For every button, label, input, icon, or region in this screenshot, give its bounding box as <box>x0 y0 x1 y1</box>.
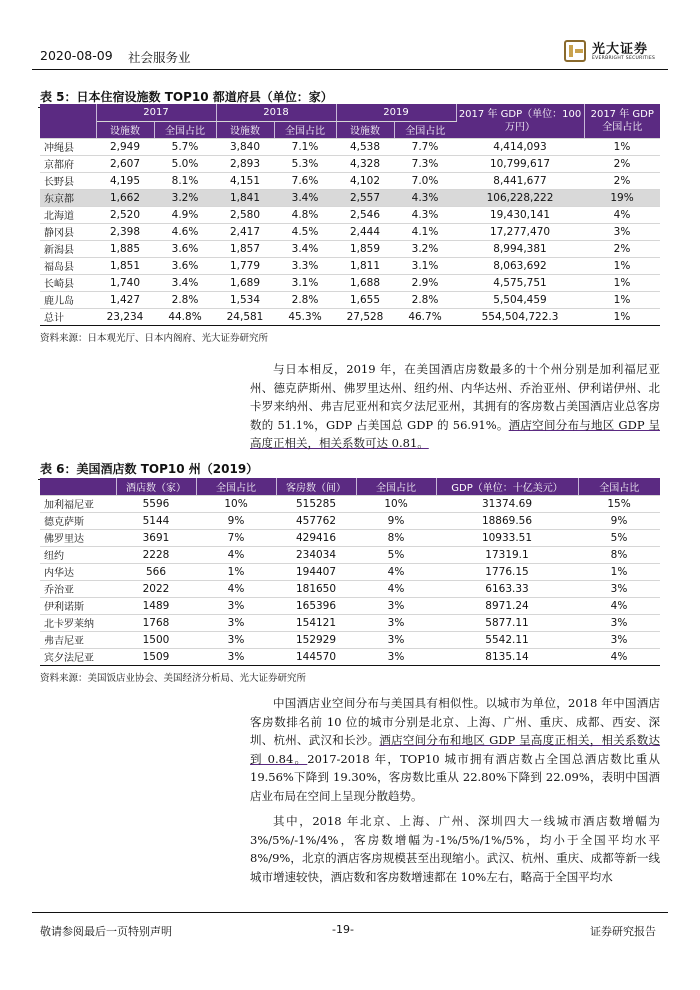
table-cell: 1% <box>578 563 660 580</box>
table-cell: 1% <box>584 291 660 308</box>
table-cell: 8,063,692 <box>456 257 584 274</box>
table-cell: 457762 <box>276 512 356 529</box>
table-cell: 3.4% <box>274 189 336 206</box>
table-cell: 154121 <box>276 614 356 631</box>
table-cell: 15% <box>578 495 660 512</box>
table-cell: 4.3% <box>394 189 456 206</box>
table-cell: 4,538 <box>336 138 394 155</box>
table-cell: 2.9% <box>394 274 456 291</box>
table-cell: 152929 <box>276 631 356 648</box>
table-row <box>40 563 660 580</box>
table-cell: 2,546 <box>336 206 394 223</box>
row-label: 北卡罗莱纳 <box>40 614 116 631</box>
table-cell: 1,841 <box>216 189 274 206</box>
table-cell: 2022 <box>116 580 196 597</box>
row-label: 京都府 <box>40 155 96 172</box>
row-label: 北海道 <box>40 206 96 223</box>
table-row <box>40 631 660 648</box>
table-cell: 10933.51 <box>436 529 578 546</box>
footer-report-type: 证券研究报告 <box>590 925 656 938</box>
table-cell: 4% <box>356 563 436 580</box>
table-cell: 2,398 <box>96 223 154 240</box>
table-cell: 5596 <box>116 495 196 512</box>
table-cell: 2,949 <box>96 138 154 155</box>
page-footer <box>32 912 668 952</box>
table-row <box>40 223 660 240</box>
table-row <box>40 155 660 172</box>
paragraph-us-hotels <box>250 360 660 453</box>
table5-subheader-count: 设施数 <box>336 121 394 138</box>
table-row <box>40 172 660 189</box>
table-cell: 2,893 <box>216 155 274 172</box>
row-label: 德克萨斯 <box>40 512 116 529</box>
table-cell: 1489 <box>116 597 196 614</box>
table-cell: 2,417 <box>216 223 274 240</box>
table-cell: 3.6% <box>154 257 216 274</box>
paragraph-highlight: 酒店空间分布和地区 GDP 呈高度正相关，相关系数达到 0.84。 <box>250 733 661 766</box>
table-row <box>40 206 660 223</box>
table-cell: 7.1% <box>274 138 336 155</box>
table-cell: 10% <box>356 495 436 512</box>
table-cell: 7.3% <box>394 155 456 172</box>
table-cell: 4% <box>584 206 660 223</box>
paragraph-text: 中国酒店业空间分布与美国具有相似性。以城市为单位，2018 年中国酒店客房数排名前 10 位的城市分别是北京、上海、广州、重庆、成都、西安、深圳、杭州、武汉和长沙。 <box>250 696 660 747</box>
table-cell: 17319.1 <box>436 546 578 563</box>
table-cell: 4% <box>578 648 660 665</box>
table6-header: 全国占比 <box>356 478 436 495</box>
table5-subheader-share: 全国占比 <box>154 121 216 138</box>
table-cell: 9% <box>356 512 436 529</box>
row-label: 静冈县 <box>40 223 96 240</box>
row-label: 总计 <box>40 308 96 325</box>
table-cell: 45.3% <box>274 308 336 325</box>
table-cell: 8,441,677 <box>456 172 584 189</box>
table-cell: 515285 <box>276 495 356 512</box>
table-cell: 2,557 <box>336 189 394 206</box>
table-cell: 1768 <box>116 614 196 631</box>
paragraph-text: 与日本相反，2019 年，在美国酒店房数最多的十个州分别是加利福尼亚州、德克萨斯州、佛罗里达州、纽约州、内华达州、乔治亚州、伊利诺伊州、北卡罗来纳州、弗吉尼亚州和宾夕法尼亚州，其拥有的客房数占美国酒店业总客房数的 51.1%，GDP 占美国总 GDP 的 56.91%。 <box>250 362 660 432</box>
japan-lodging-table <box>40 104 660 326</box>
table-row <box>40 495 660 512</box>
table-cell: 1,857 <box>216 240 274 257</box>
table-cell: 3691 <box>116 529 196 546</box>
table-cell: 1,689 <box>216 274 274 291</box>
table-cell: 2.8% <box>154 291 216 308</box>
table-cell: 9% <box>196 512 276 529</box>
table6-header <box>40 478 116 495</box>
logo-name-en: EVERBRIGHT SECURITIES <box>592 56 656 61</box>
table-cell: 1% <box>584 274 660 291</box>
table-row <box>40 597 660 614</box>
table-cell: 4,575,751 <box>456 274 584 291</box>
table-cell: 7.6% <box>274 172 336 189</box>
table-cell: 18869.56 <box>436 512 578 529</box>
table-cell: 2% <box>584 240 660 257</box>
table-cell: 4,102 <box>336 172 394 189</box>
table-row <box>40 189 660 206</box>
table-cell: 1% <box>196 563 276 580</box>
table-cell: 24,581 <box>216 308 274 325</box>
paragraph-china-hotels <box>250 694 660 805</box>
table-cell: 3.2% <box>394 240 456 257</box>
table-cell: 2.8% <box>274 291 336 308</box>
table-cell: 4% <box>356 580 436 597</box>
table-cell: 5.7% <box>154 138 216 155</box>
table-row <box>40 580 660 597</box>
table-cell: 2228 <box>116 546 196 563</box>
table-cell: 1,662 <box>96 189 154 206</box>
table-cell: 2.8% <box>394 291 456 308</box>
table-cell: 3,840 <box>216 138 274 155</box>
table-cell: 1,688 <box>336 274 394 291</box>
table-cell: 1,851 <box>96 257 154 274</box>
table-cell: 6163.33 <box>436 580 578 597</box>
table-row <box>40 546 660 563</box>
table-cell: 5.3% <box>274 155 336 172</box>
table-cell: 5877.11 <box>436 614 578 631</box>
table-cell: 3% <box>356 631 436 648</box>
everbright-logo <box>564 38 664 66</box>
table5-header-year: 2019 <box>336 104 456 121</box>
table-cell: 1,859 <box>336 240 394 257</box>
table-row <box>40 240 660 257</box>
table5-subheader-share: 全国占比 <box>394 121 456 138</box>
table5-source: 资料来源：日本观光厅、日本内阁府、光大证券研究所 <box>40 333 269 344</box>
table6-header: GDP（单位：十亿美元） <box>436 478 578 495</box>
table-cell: 5144 <box>116 512 196 529</box>
table-cell: 7% <box>196 529 276 546</box>
table-cell: 3% <box>196 614 276 631</box>
table-cell: 3% <box>196 631 276 648</box>
paragraph-text-tail: 2017-2018 年，TOP10 城市拥有酒店数占全国总酒店数比重从 19.56%下降到 19.30%，客房数比重从 22.80%下降到 22.09%，表明中国酒店业布局在空间上呈现分散趋势。 <box>250 751 661 803</box>
row-label: 乔治亚 <box>40 580 116 597</box>
table-cell: 4.5% <box>274 223 336 240</box>
row-label: 鹿儿岛 <box>40 291 96 308</box>
table-cell: 4.3% <box>394 206 456 223</box>
row-label: 福岛县 <box>40 257 96 274</box>
table-cell: 1,534 <box>216 291 274 308</box>
report-date: 2020-08-09 <box>40 48 113 63</box>
table-cell: 44.8% <box>154 308 216 325</box>
logo-name-cn: 光大证券 <box>592 42 649 57</box>
table-cell: 1,811 <box>336 257 394 274</box>
table-cell: 3.4% <box>274 240 336 257</box>
paragraph-highlight: 酒店空间分布与地区 GDP 呈高度正相关，相关系数可达 0.81。 <box>250 417 660 450</box>
table-row <box>40 529 660 546</box>
table-cell: 2,520 <box>96 206 154 223</box>
row-label: 纽约 <box>40 546 116 563</box>
table-cell: 31374.69 <box>436 495 578 512</box>
table6-source: 资料来源：美国饭店业协会、美国经济分析局、光大证券研究所 <box>40 673 307 684</box>
table-cell: 106,228,222 <box>456 189 584 206</box>
table6-caption: 表 6：美国酒店数 TOP10 州（2019） <box>40 462 259 476</box>
table-cell: 1% <box>584 257 660 274</box>
table-cell: 3% <box>578 580 660 597</box>
row-label: 加利福尼亚 <box>40 495 116 512</box>
row-label: 东京都 <box>40 189 96 206</box>
table-cell: 234034 <box>276 546 356 563</box>
table-cell: 4.1% <box>394 223 456 240</box>
table-cell: 46.7% <box>394 308 456 325</box>
table-cell: 3.6% <box>154 240 216 257</box>
us-hotels-table <box>40 478 660 666</box>
report-sector: 社会服务业 <box>128 50 191 65</box>
row-label: 伊利诺斯 <box>40 597 116 614</box>
table-cell: 10,799,617 <box>456 155 584 172</box>
table-cell: 1,740 <box>96 274 154 291</box>
table-cell: 3.2% <box>154 189 216 206</box>
table-cell: 566 <box>116 563 196 580</box>
table-row <box>40 512 660 529</box>
table-cell: 5% <box>578 529 660 546</box>
table-cell: 4% <box>196 546 276 563</box>
table-row <box>40 614 660 631</box>
table-cell: 1500 <box>116 631 196 648</box>
table5-header-gdp-share: 2017 年 GDP 全国占比 <box>584 104 660 138</box>
row-label: 新潟县 <box>40 240 96 257</box>
table-cell: 8% <box>578 546 660 563</box>
table-cell: 1,885 <box>96 240 154 257</box>
table-cell: 1,427 <box>96 291 154 308</box>
table-cell: 4.9% <box>154 206 216 223</box>
table6-header: 酒店数（家） <box>116 478 196 495</box>
table5-caption: 表 5：日本住宿设施数 TOP10 都道府县（单位：家） <box>40 90 333 104</box>
table-cell: 3% <box>356 597 436 614</box>
table-cell: 2,444 <box>336 223 394 240</box>
table-cell: 3% <box>196 597 276 614</box>
page-number: -19- <box>332 923 354 936</box>
table-row <box>40 274 660 291</box>
table-cell: 3% <box>578 631 660 648</box>
everbright-logo-icon <box>564 40 586 62</box>
table-cell: 7.0% <box>394 172 456 189</box>
table-cell: 1509 <box>116 648 196 665</box>
table-cell: 3.3% <box>274 257 336 274</box>
table-row <box>40 291 660 308</box>
table-cell: 3.4% <box>154 274 216 291</box>
table-row <box>40 648 660 665</box>
table-cell: 1% <box>584 308 660 325</box>
table-cell: 4% <box>578 597 660 614</box>
row-label: 冲绳县 <box>40 138 96 155</box>
table6-header: 全国占比 <box>578 478 660 495</box>
table-row <box>40 308 660 325</box>
table-row <box>40 257 660 274</box>
table-cell: 4.6% <box>154 223 216 240</box>
row-label: 长崎县 <box>40 274 96 291</box>
table-cell: 3% <box>356 648 436 665</box>
table-cell: 3.1% <box>394 257 456 274</box>
table-cell: 2% <box>584 155 660 172</box>
table-cell: 554,504,722.3 <box>456 308 584 325</box>
table-cell: 1776.15 <box>436 563 578 580</box>
table5-header-year: 2018 <box>216 104 336 121</box>
table6-header: 客房数（间） <box>276 478 356 495</box>
table6-header: 全国占比 <box>196 478 276 495</box>
footer-disclaimer: 敬请参阅最后一页特别声明 <box>40 925 172 938</box>
table-cell: 19% <box>584 189 660 206</box>
table5-header-year: 2017 <box>96 104 216 121</box>
row-label: 佛罗里达 <box>40 529 116 546</box>
table-cell: 9% <box>578 512 660 529</box>
table-cell: 23,234 <box>96 308 154 325</box>
table-cell: 8135.14 <box>436 648 578 665</box>
table-cell: 144570 <box>276 648 356 665</box>
table-cell: 10% <box>196 495 276 512</box>
row-label: 宾夕法尼亚 <box>40 648 116 665</box>
table-cell: 7.7% <box>394 138 456 155</box>
table5-header-blank <box>40 104 96 138</box>
page-header <box>32 36 668 70</box>
table-cell: 1,655 <box>336 291 394 308</box>
table-cell: 3% <box>356 614 436 631</box>
table-cell: 2% <box>584 172 660 189</box>
table-cell: 5,504,459 <box>456 291 584 308</box>
table5-subheader-share: 全国占比 <box>274 121 336 138</box>
paragraph-tier1-cities <box>250 812 660 886</box>
table-cell: 17,277,470 <box>456 223 584 240</box>
table5-subheader-count: 设施数 <box>216 121 274 138</box>
row-label: 弗吉尼亚 <box>40 631 116 648</box>
table-cell: 2,580 <box>216 206 274 223</box>
table-cell: 1% <box>584 138 660 155</box>
table-cell: 8971.24 <box>436 597 578 614</box>
table-cell: 4,195 <box>96 172 154 189</box>
table-cell: 165396 <box>276 597 356 614</box>
table-cell: 429416 <box>276 529 356 546</box>
table-cell: 3.1% <box>274 274 336 291</box>
table-cell: 3% <box>196 648 276 665</box>
table-cell: 4,414,093 <box>456 138 584 155</box>
table-cell: 19,430,141 <box>456 206 584 223</box>
row-label: 长野县 <box>40 172 96 189</box>
table-cell: 4.8% <box>274 206 336 223</box>
table-cell: 194407 <box>276 563 356 580</box>
table-cell: 4,151 <box>216 172 274 189</box>
table5-subheader-count: 设施数 <box>96 121 154 138</box>
table-cell: 4,328 <box>336 155 394 172</box>
table-cell: 3% <box>578 614 660 631</box>
table5-header-gdp: 2017 年 GDP（单位：100 万円） <box>456 104 584 138</box>
table-cell: 5542.11 <box>436 631 578 648</box>
table-cell: 2,607 <box>96 155 154 172</box>
table-cell: 8,994,381 <box>456 240 584 257</box>
table-cell: 3% <box>584 223 660 240</box>
table-row <box>40 138 660 155</box>
table-cell: 5% <box>356 546 436 563</box>
table-cell: 27,528 <box>336 308 394 325</box>
row-label: 内华达 <box>40 563 116 580</box>
table-cell: 8% <box>356 529 436 546</box>
table-cell: 181650 <box>276 580 356 597</box>
table-cell: 5.0% <box>154 155 216 172</box>
table-cell: 1,779 <box>216 257 274 274</box>
table-cell: 8.1% <box>154 172 216 189</box>
table-cell: 4% <box>196 580 276 597</box>
paragraph-text: 其中，2018 年北京、上海、广州、深圳四大一线城市酒店数增幅为 3%/5%/-1%/4%，客房数增幅为-1%/5%/1%/5%，均小于全国平均水平 8%/9%，北京的酒店客房规模甚至出现缩小。武汉、杭州、重庆、成都等新一线城市增速较快，酒店数和客房数增速都在 10%左右，略高于全国平均水 <box>250 814 660 884</box>
